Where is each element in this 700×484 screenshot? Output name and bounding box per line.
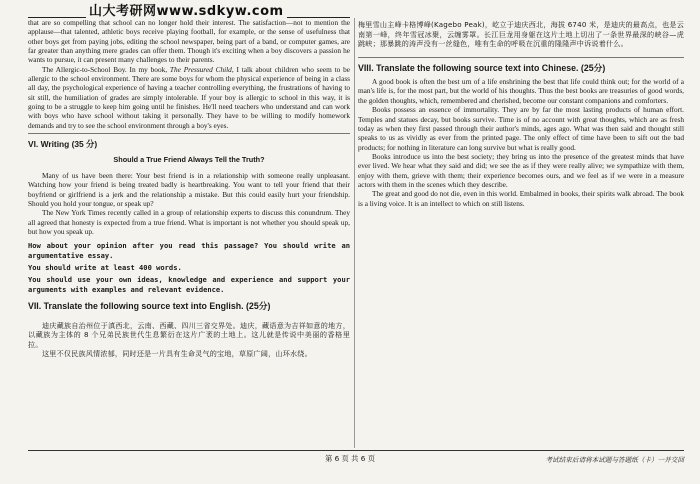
essay-title: Should a True Friend Always Tell the Truth? — [113, 155, 265, 165]
source-paragraph-3: Books introduce us into the best society; they bring us into the presence of the greatest minds that have ever lived. We hear what they said and did; we see the as if they were really alive; we sympathize with them, enjoy with them, grieve with them; their experience becomes ours, and we feel as if we were in a measure actors with them in the scenes which they describe. — [358, 151, 684, 189]
section-rule — [358, 57, 684, 58]
section-7-heading: VII. Translate the following source text into English. (25分) — [28, 301, 271, 312]
source-paragraph-2: Books possess an essence of immortality. They are by far the most lasting products of human effort. Temples and statues decay, but books survive. Time is of no account with great thoughts, which are as fresh today as when they first passed through their author's minds, ages ago. What was then said and thought still speaks to us as vividly as ever from the printed page. The only effect of time have been to sift out the bad products; for nothing in literature can long survive but what is really good. — [358, 105, 684, 152]
chinese-source-paragraph-3: 梅里雪山主峰卡格博峰(Kagebo Peak)，屹立于迪庆西北，海拔 6740 米，是迪庆的最高点，也是云南第一峰，终年雪冠冰聚，云缠雾罩。长江巨龙用身躯在这片土地上切出了一条世界最深的峡谷—虎跳峡；那暴跳的涛声没有一丝缝色，唯有生命的呼吸在沉重的隆隆声中诉说着什么。 — [358, 20, 684, 49]
reading-paragraph-1: that are so compelling that school can no longer hold their interest. The satisfaction—not to mention the applause—that talented, athletic boys receive playing football, for example, or the sense of usefulness that other boys get from paying jobs, editing the school newspaper, being part of a band, or computer games, are far greater than anything mere grades can offer them. Though it's exciting when a boy discovers a passion he wants to pursue, it can present many challenges to their parents. — [28, 18, 350, 65]
site-watermark: 山大考研网www.sdkyw.com — [86, 0, 287, 19]
source-paragraph-4: The great and good do not die, even in this world. Embalmed in books, their spirits walk abroad. The book is a living voice. It is an intellect to which on still listens. — [358, 189, 684, 208]
reading-paragraph-2: The Allergic-to-School Boy. In my book, The Pressured Child, I talk about children who seem to be allergic to the school environment. There are some boys for whom the physical experience of being in a class all day, the psychological experience of having a teacher controlling everything, the frustrations of having to sit still, the humiliation of grades are simply intolerable. If your boy is allergic to school in this way, it is going to be a struggle to keep him going until he finishes. He'll need teachers who understand and can work with boys who have school without taking it personally. They have to be willing to modify homework demands and try to see the school environment through a boy's eyes. — [28, 64, 350, 130]
section-6-heading: VI. Writing (35 分) — [28, 139, 98, 150]
section-8-heading: VIII. Translate the following source text into Chinese. (25分) — [358, 62, 606, 73]
chinese-source-paragraph-2: 这里不仅民族风情浓郁，同时还是一片具有生命灵气的宝地，草原广阔，山环水绕。 — [42, 349, 312, 359]
left-column — [28, 18, 350, 359]
right-column — [358, 20, 684, 208]
footer-rule — [28, 450, 684, 451]
writing-instruction-2: You should write at least 400 words. — [28, 263, 182, 273]
chinese-source-paragraph-1: 迪庆藏族自治州位于滇西北，云南、西藏、四川三省交界处。迪庆，藏语意为吉祥如意的地方，以藏族为主体的 8 个兄弟民族世代生息繁衍在这片广袤的土地上。这儿就是传说中美丽的香格里拉。 — [28, 320, 350, 349]
footer-note: 考试结束后请将本试题与答题纸（卡）一并交回 — [545, 456, 684, 464]
essay-paragraph-2: The New York Times recently called in a group of relationship experts to discuss this conundrum. They all agreed that honesty is expected from a true friend. What is important is not whether you should speak up, but how you speak up. — [28, 208, 350, 236]
essay-paragraph-1: Many of us have been there: Your best friend is in a relationship with someone really unpleasant. Watching how your friend is being treated badly is heartbreaking. You want to tell your friend that their boyfriend or girlfriend is a jerk and the relationship a mistake. But this could easily hurt your friendship. Should you hold your tongue, or speak up? — [28, 170, 350, 208]
section-rule — [28, 133, 350, 134]
page-footer — [0, 450, 700, 484]
book-title: The Pressured Child — [169, 64, 232, 74]
writing-instruction-1: How about your opinion after you read this passage? You should write an argumentative essay. — [28, 241, 350, 261]
writing-instruction-3: You should use your own ideas, knowledge and experience and support your arguments with examples and relevant evidence. — [28, 275, 350, 295]
page-number: 第 6 页 共 6 页 — [324, 454, 376, 463]
source-paragraph-1: A good book is often the best urn of a life enshrining the best that life could think out; for the world of a man's life is, for the most part, but the world of his thoughts. Thus the best books are treasuries of good words, the golden thoughts, which, remembered and cherished, become our constant companions and comforters. — [358, 77, 684, 105]
column-divider — [354, 18, 355, 448]
